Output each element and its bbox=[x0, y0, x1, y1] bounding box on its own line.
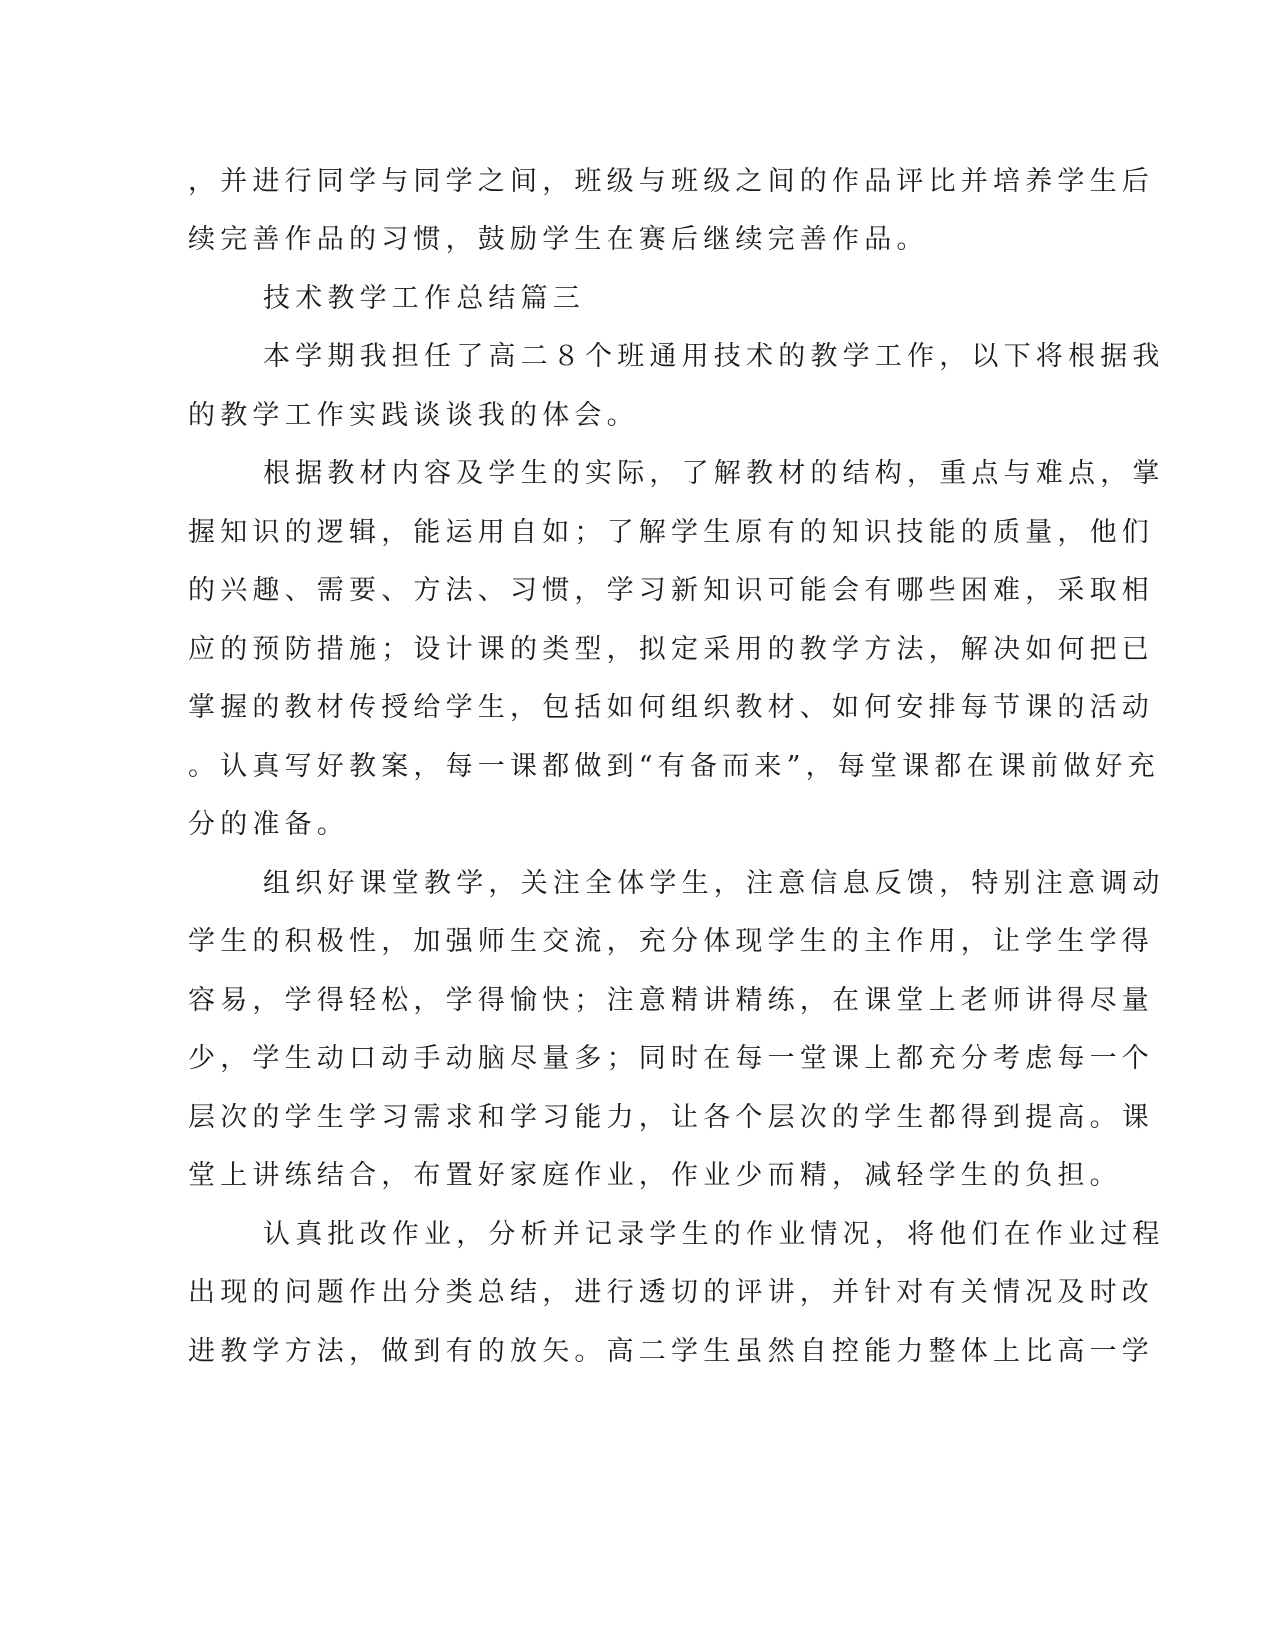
text-line: 进教学方法，做到有的放矢。高二学生虽然自控能力整体上比高一学 bbox=[188, 1336, 1154, 1367]
text-line: 的教学工作实践谈谈我的体会。 bbox=[188, 400, 639, 431]
text-line: 续完善作品的习惯，鼓励学生在赛后继续完善作品。 bbox=[188, 224, 929, 255]
text-line: 。认真写好教案，每一课都做到“有备而来”，每堂课都在课前做好充 bbox=[188, 751, 1160, 782]
text-line: 应的预防措施；设计课的类型，拟定采用的教学方法，解决如何把已 bbox=[188, 634, 1154, 665]
text-line: 的兴趣、需要、方法、习惯，学习新知识可能会有哪些困难，采取相 bbox=[188, 575, 1154, 606]
section-heading: 技术教学工作总结篇三 bbox=[263, 283, 585, 314]
text-line: 层次的学生学习需求和学习能力，让各个层次的学生都得到提高。课 bbox=[188, 1102, 1154, 1133]
text-line: 分的准备。 bbox=[188, 809, 349, 840]
text-line: ，并进行同学与同学之间，班级与班级之间的作品评比并培养学生后 bbox=[188, 166, 1154, 197]
paragraph-first-line: 本学期我担任了高二８个班通用技术的教学工作，以下将根据我 bbox=[263, 341, 1165, 372]
text-line: 掌握的教材传授给学生，包括如何组织教材、如何安排每节课的活动 bbox=[188, 692, 1154, 723]
paragraph-first-line: 组织好课堂教学，关注全体学生，注意信息反馈，特别注意调动 bbox=[263, 868, 1165, 899]
text-line: 学生的积极性，加强师生交流，充分体现学生的主作用，让学生学得 bbox=[188, 926, 1154, 957]
text-line: 堂上讲练结合，布置好家庭作业，作业少而精，减轻学生的负担。 bbox=[188, 1160, 1122, 1191]
paragraph-first-line: 根据教材内容及学生的实际，了解教材的结构，重点与难点，掌 bbox=[263, 458, 1165, 489]
text-line: 容易，学得轻松，学得愉快；注意精讲精练，在课堂上老师讲得尽量 bbox=[188, 985, 1154, 1016]
text-line: 握知识的逻辑，能运用自如；了解学生原有的知识技能的质量，他们 bbox=[188, 517, 1154, 548]
text-line: 少，学生动口动手动脑尽量多；同时在每一堂课上都充分考虑每一个 bbox=[188, 1043, 1154, 1074]
text-line: 出现的问题作出分类总结，进行透切的评讲，并针对有关情况及时改 bbox=[188, 1277, 1154, 1308]
paragraph-first-line: 认真批改作业，分析并记录学生的作业情况，将他们在作业过程 bbox=[263, 1219, 1165, 1250]
